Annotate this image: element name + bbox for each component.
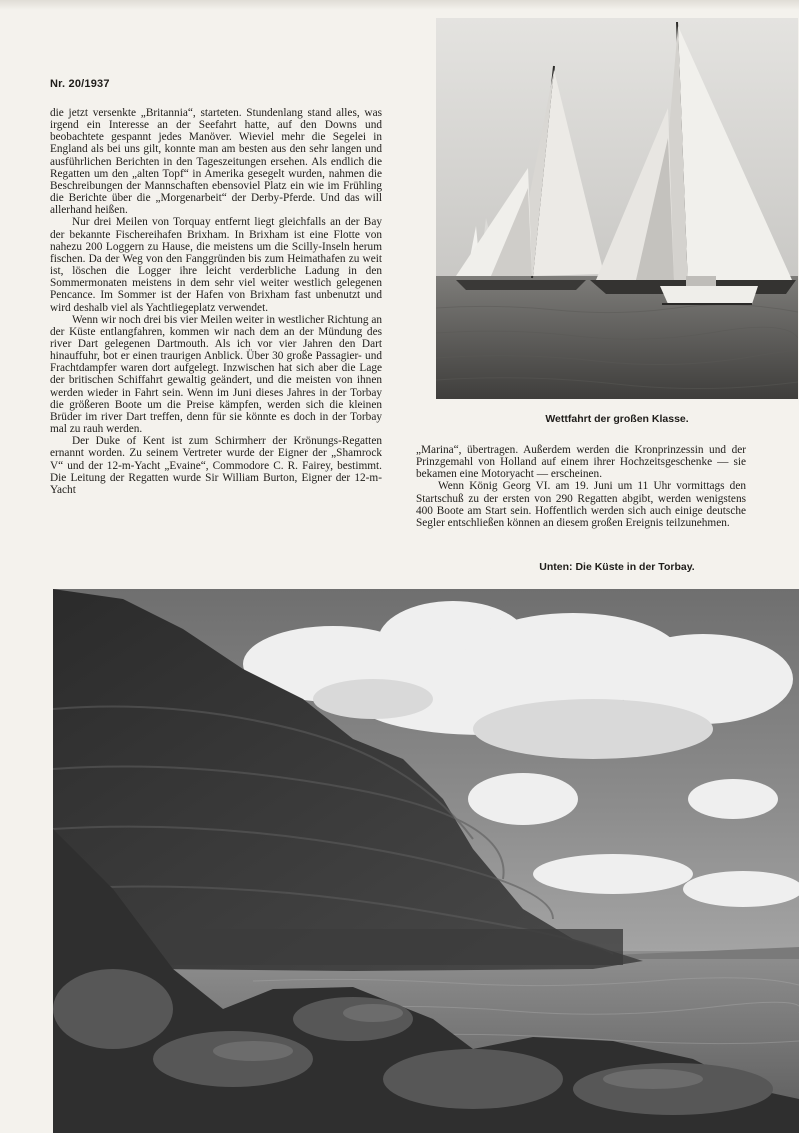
paragraph: Wenn wir noch drei bis vier Meilen weiter in westlicher Richtung an der Küste entlangfahren, kommen wir nach dem an der Mündung des river Dart gelegenen Dartmouth. Als ich vor vier Jahren den Dart hinauffuhr, bot er einen traurigen Anblick. Über 30 große Passagier- und Frachtdampfer waren dort aufgelegt. Inzwischen hat sich aber die Lage der britischen Schiffahrt gewaltig geändert, und die meisten von ihnen werden wieder in Fahrt sein. Wenn im Juni dieses Jahres in der Torbay die größeren Boote um die Preise kämpfen, werden sich die kleinen Brüder im river Dart treffen, denn für sie könnte es doch in der Torbay mal zu rauh werden.	[50, 313, 382, 436]
paragraph: Nur drei Meilen von Torquay entfernt liegt gleichfalls an der Bay der bekannte Fischereihafen Brixham. In Brixham ist eine Flotte von nahezu 200 Loggern zu Hause, die meistens um die Scilly-Inseln herum fischen. Da der Weg von den Fanggründen bis zum Heimathafen zu weit ist, löschen die Logger ihre leicht verderbliche Ladung in den Sommermonaten meistens in dem sehr viel weiter westlich gelegenen Pencance. Im Sommer ist der Hafen von Brixham fast unbenutzt und wird deshalb viel als Yachtliegeplatz verwendet.	[50, 216, 382, 314]
article-left-column	[50, 107, 382, 496]
paragraph: Wenn König Georg VI. am 19. Juni um 11 Uhr vormittags den Startschuß zu der ersten von 290 Regatten abgibt, werden wenigstens 400 Boote am Start sein. Hoffentlich werden sich auch einige deutsche Segler entschließen können an diesem großen Ereignis teilzunehmen.	[416, 480, 746, 529]
paragraph: „Marina“, übertragen. Außerdem werden die Kronprinzessin und der Prinzgemahl von Holland auf einem ihrer Hochzeitsgeschenke — sie bekamen eine Motoryacht — erscheinen.	[416, 444, 746, 481]
torbay-coast-photo	[53, 589, 799, 1133]
coast-photo-caption: Unten: Die Küste in der Torbay.	[539, 561, 695, 573]
sailing-race-photo	[436, 18, 798, 399]
paragraph: Der Duke of Kent ist zum Schirmherr der Krönungs-Regatten ernannt worden. Zu seinem Vertreter wurde der Eigner der „Shamrock V“ und der 12-m-Yacht „Evaine“, Commodore C. R. Fairey, bestimmt. Die Leitung der Regatten wurde Sir William Burton, Eigner der 12-m-Yacht	[50, 435, 382, 496]
page-edge	[0, 0, 799, 10]
article-right-column	[416, 444, 746, 529]
issue-number: Nr. 20/1937	[50, 78, 110, 90]
paragraph: die jetzt versenkte „Britannia“, starteten. Stundenlang stand alles, was irgend ein Interesse an der Seefahrt hatte, auf den Downs und beobachtete gespannt jedes Manöver. Wieviel mehr die Segelei in England als bei uns gilt, konnte man am besten aus den sehr langen und ausführlichen Berichten in den Tageszeitungen ersehen. Als endlich die Regatten um den „alten Topf“ in Amerika gesegelt wurden, nahmen die Beschreibungen der Mannschaften ebensoviel Platz ein wie im Frühling die Berichte über die „Morgenarbeit“ der Derby-Pferde. Und das will allerhand heißen.	[50, 107, 382, 217]
sailing-photo-caption: Wettfahrt der großen Klasse.	[545, 413, 689, 425]
